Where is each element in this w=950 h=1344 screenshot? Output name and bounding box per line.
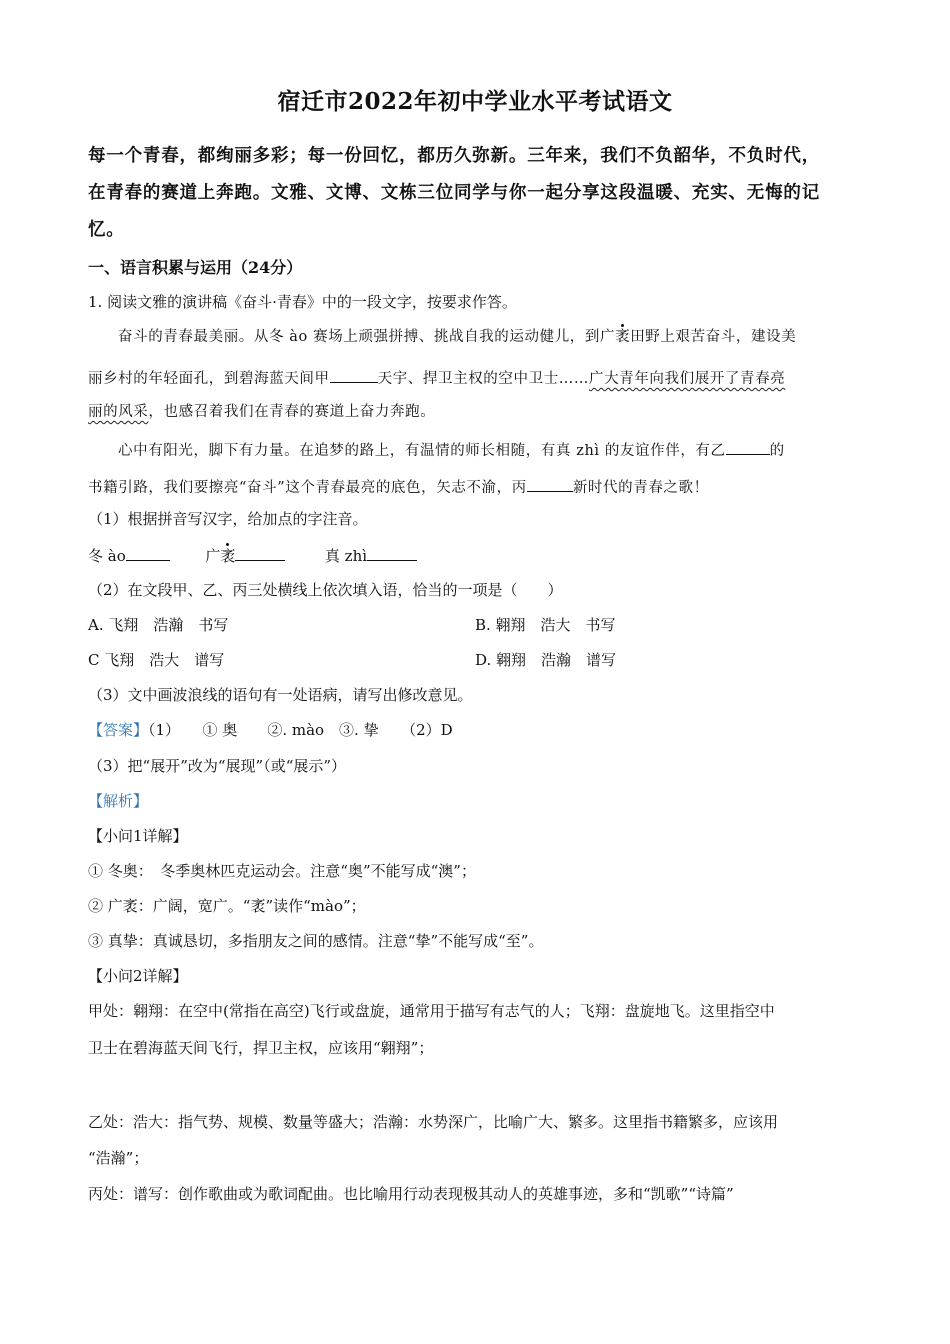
analysis-line: “浩瀚”； [88,1149,149,1167]
passage-text: 天宇、捍卫主权的空中卫士…… [377,371,590,387]
answer-line-2: （3）把“展开”改为“展现”（或“展示”） [88,757,347,775]
answer-line-1 [88,723,453,738]
analysis-label: 【解析】 [88,792,149,810]
analysis-line: ② 广袤：广阔，宽广。“袤”读作“mào”； [88,897,366,915]
passage-p1-line-2 [88,368,785,387]
analysis-line: ① 冬奥： 冬季奥林匹克运动会。注意“奥”不能写成“澳”； [88,862,476,880]
fill-item-zhi: 真 zhì [324,547,368,565]
section-heading: 一、语言积累与运用（24分） [88,258,303,277]
sub-question-3: （3）文中画波浪线的语句有一处语病，请写出修改意见。 [88,686,473,704]
blank-bing [527,477,573,492]
passage-p1-line-3 [88,405,435,420]
passage-p1-line-1 [118,330,796,345]
answer-blank [126,546,170,561]
passage-text: 丽乡村的年轻面孔，到碧海蓝天间甲 [88,371,330,387]
passage-text: 心中有阳光，脚下有力量。在追梦的路上，有温情的师长相随，有真 zhì 的友谊作伴，有乙 [118,443,726,459]
passage-p2-line-1 [118,440,785,459]
answer-blank [367,546,417,561]
blank-yi [726,440,770,455]
answer-label: 【答案】 [88,721,149,739]
analysis-line: 甲处：翱翔：在空中(常指在高空)飞行或盘旋，通常用于描写有志气的人；飞翔：盘旋地飞。这里指空中 [88,1002,775,1020]
blank-jia [330,368,378,383]
intro-line-2: 在青春的赛道上奔跑。文雅、文博、文栋三位同学与你一起分享这段温暖、充实、无悔的记 [88,183,820,203]
wavy-sentence: 丽的风采 [88,404,149,420]
subquestion-2-heading: 【小问2详解】 [88,967,188,985]
option-c: C 飞翔 浩大 谱写 [88,651,225,669]
passage-text: 田野上艰苦奋斗，建设美 [630,329,797,345]
passage-text: 的 [769,443,785,459]
fill-text: 广 [205,547,221,565]
wavy-sentence: 广大青年向我们展开了青春亮 [589,371,786,387]
analysis-line: 卫士在碧海蓝天间飞行，捍卫主权，应该用“翱翔”； [88,1039,434,1057]
dotted-char: 袤 [615,329,631,345]
fill-blanks-row [88,546,417,564]
analysis-line: 乙处：浩大：指气势、规模、数量等盛大；浩瀚：水势深广，比喻广大、繁多。这里指书籍繁多，应该用 [88,1113,779,1131]
option-d: D. 翱翔 浩瀚 谱写 [475,651,617,669]
fill-item-ao: 冬 ào [88,547,126,565]
passage-text: 奋斗的青春最美丽。从冬 ào 赛场上顽强拼搏、挑战自我的运动健儿，到广 [118,329,616,345]
passage-p2-line-2 [88,477,709,496]
intro-line-3: 忆。 [88,220,125,240]
passage-text: 新时代的青春之歌！ [572,480,709,496]
sub-question-2: （2）在文段甲、乙、丙三处横线上依次填入语，恰当的一项是（ ） [88,581,563,599]
sub-question-1: （1）根据拼音写汉字，给加点的字注音。 [88,510,368,528]
subquestion-1-heading: 【小问1详解】 [88,827,188,845]
option-b: B. 翱翔 浩大 书写 [475,616,616,634]
analysis-line: ③ 真挚：真诚恳切，多指朋友之间的感情。注意“挚”不能写成“至”。 [88,932,544,950]
intro-line-1: 每一个青春，都绚丽多彩；每一份回忆，都历久弥新。三年来，我们不负韶华，不负时代， [88,146,820,166]
answer-blank [235,546,285,561]
passage-text: ，也感召着我们在青春的赛道上奋力奔跑。 [148,404,436,420]
question-1-stem: 1. 阅读文雅的演讲稿《奋斗·青春》中的一段文字，按要求作答。 [88,293,517,311]
answer-text: （1） ① 奥 ②. mào ③. 挚 （2）D [148,721,453,739]
passage-text: 书籍引路，我们要擦亮“奋斗”这个青春最亮的底色，矢志不渝，丙 [88,480,527,496]
dotted-char: 袤 [220,547,236,565]
option-a: A. 飞翔 浩瀚 书写 [88,616,229,634]
page-title: 宿迁市2022年初中学业水平考试语文 [277,88,673,115]
fill-item-mao [205,547,235,565]
analysis-line: 丙处：谱写：创作歌曲或为歌词配曲。也比喻用行动表现极其动人的英雄事迹，多和“凯歌”“诗篇” [88,1185,734,1203]
